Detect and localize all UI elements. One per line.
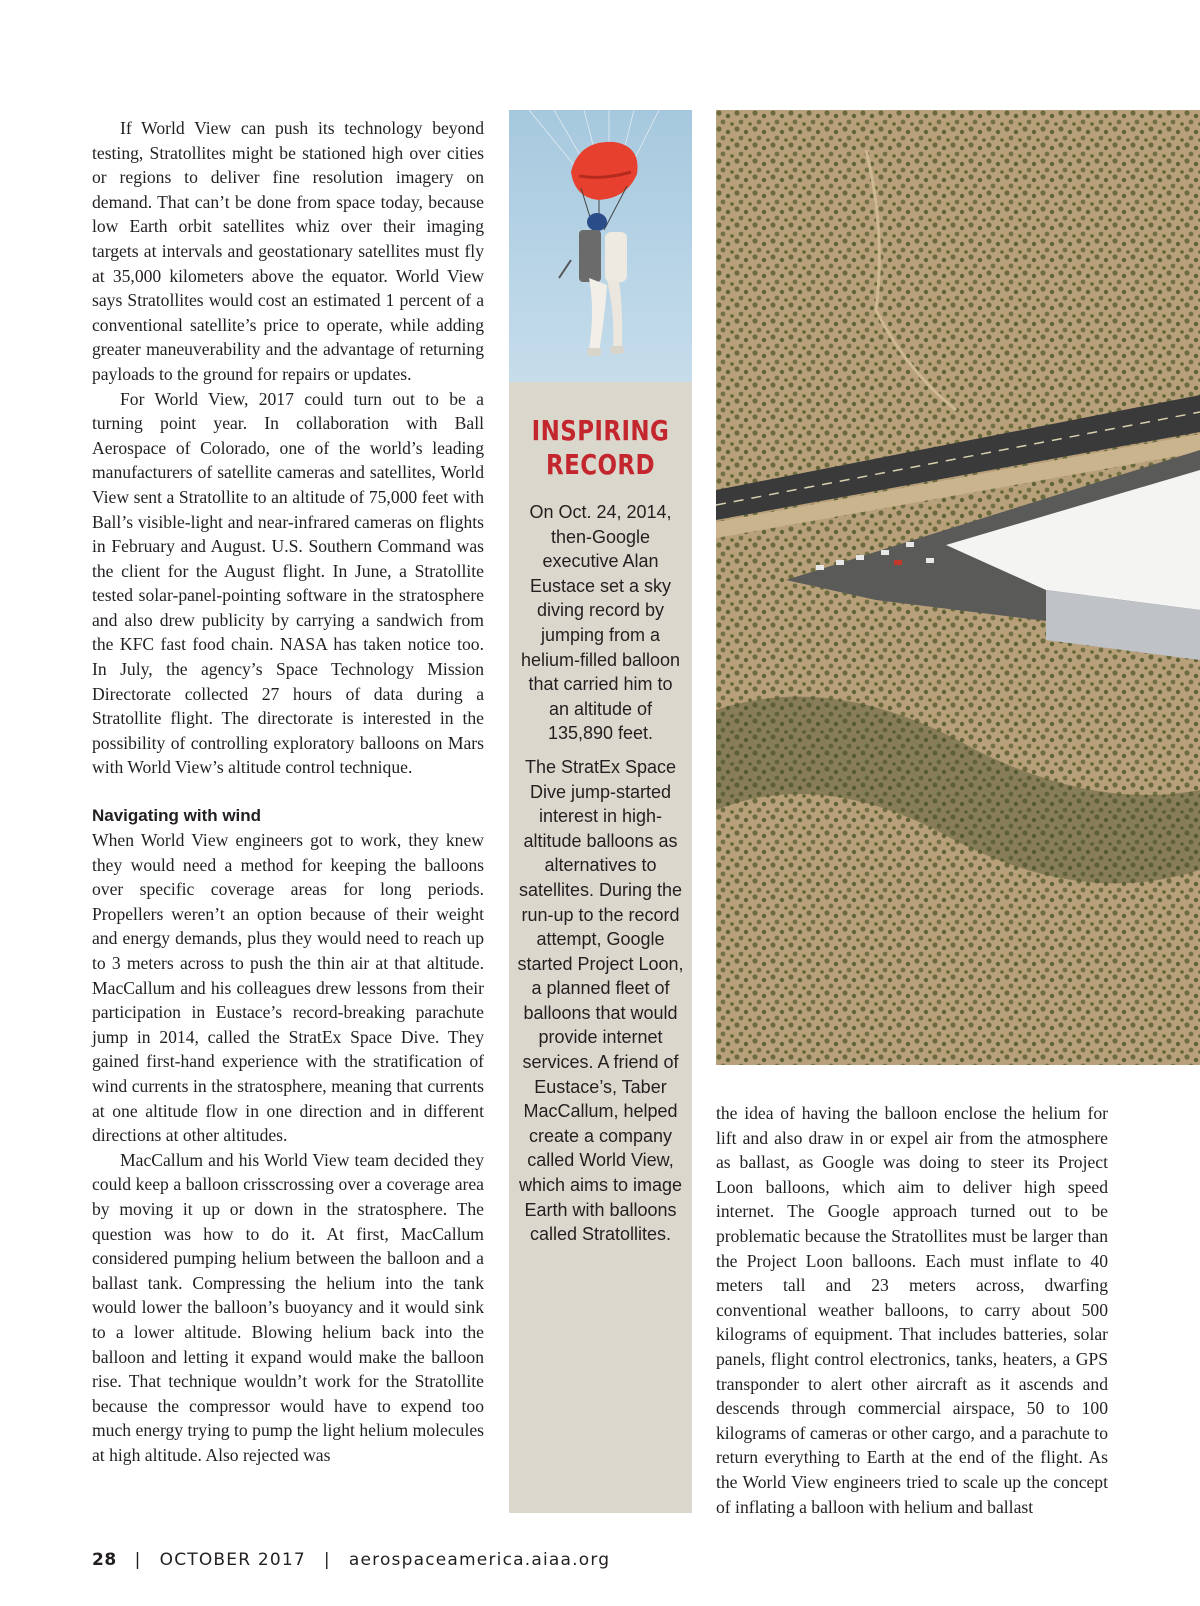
sidebar-paragraph: On Oct. 24, 2014, then-Google executive Alan Eustace set a sky diving record by jumping from a helium-filled balloon that carried him to an altitude of 135,890 feet. [520, 502, 681, 744]
sidebar-title-line: INSPIRING [531, 414, 670, 447]
footer-separator: | [323, 1550, 331, 1570]
subhead: Navigating with wind [92, 806, 262, 826]
sidebar-paragraph: The StratEx Space Dive jump-started interest in high-altitude balloons as alternatives to satellites. During the run-up to the record attempt, Google started Project Loon, a planned fleet of balloons that would provide internet services. A friend of Eustace’s, Taber MacCallum, helped create a company called World View, which aims to image Earth with balloons called Stratollites. [517, 756, 684, 1245]
article-continuation-column [716, 1101, 1108, 1519]
sidebar-body [517, 500, 684, 1247]
sidebar-inspiring-record [509, 110, 692, 1513]
article-paragraph: If World View can push its technology beyond testing, Stratollites might be stationed high over cities or regions to deliver fine resolution imagery on demand. That can’t be done from space today, because low Earth orbit satellites whiz over their imaging targets at intervals and geostationary satellites must fly at 35,000 kilometers above the equator. World View says Stratollites would cost an estimated 1 percent of a conventional satellite’s price to operate, while adding greater maneuverability and the advantage of returning payloads to the ground for repairs or updates. [92, 118, 484, 384]
website-url[interactable]: aerospaceamerica.aiaa.org [348, 1550, 611, 1570]
issue-date: OCTOBER 2017 [159, 1550, 306, 1570]
article-paragraph: the idea of having the balloon enclose the helium for lift and also draw in or expel air from the atmosphere as ballast, as Google was doing to steer its Project Loon balloons, which aim to deliver high speed internet. The Google approach turned out to be problematic because the Stratollites must be larger than the Project Loon balloons. Each must inflate to 40 meters tall and 23 meters across, dwarfing conventional weather balloons, to carry about 500 kilograms of equipment. That includes batteries, solar panels, flight control electronics, tanks, heaters, a GPS transponder to alert other aircraft as it ascends and descends through commercial airspace, 50 to 100 kilograms of cameras or other cargo, and a parachute to return everything to Earth at the end of the flight. As the World View engineers tried to scale up the concept of inflating a balloon with helium and ballast [716, 1103, 1108, 1517]
main-article-column [92, 116, 484, 1467]
aerial-photo-facility [716, 110, 1200, 1065]
footer-separator: | [134, 1550, 142, 1570]
skydiver-photo [509, 110, 692, 382]
article-paragraph: For World View, 2017 could turn out to be a turning point year. In collaboration with Ball Aerospace of Colorado, one of the world’s leading manufacturers of satellite cameras and satellites, World View sent a Stratollite to an altitude of 75,000 feet with Ball’s visible-light and near-infrared cameras on flights in February and August. U.S. Southern Command was the client for the August flight. In June, a Stratollite tested solar-panel-pointing software in the stratosphere and also drew publicity by carrying a sandwich from the KFC fast food chain. NASA has taken notice too. In July, the agency’s Space Technology Mission Directorate collected 27 hours of data during a Stratollite flight. The directorate is interested in the possibility of controlling exploratory balloons on Mars with World View’s altitude control technique. [92, 388, 484, 778]
sidebar-title-line: RECORD [546, 448, 655, 481]
page-number: 28 [92, 1550, 117, 1570]
article-paragraph: When World View engineers got to work, they knew they would need a method for keeping the balloons over specific coverage areas for long periods. Propellers weren’t an option because of their weight and energy demands, plus they would need to reach up to 3 meters across to push the thin air at that altitude. MacCallum and his colleagues drew lessons from their participation in Eustace’s record-breaking parachute jump in 2014, called the StratEx Space Dive. They gained first-hand experience with the stratification of wind currents in the stratosphere, meaning that currents at one altitude flow in one direction and in different directions at other altitudes. [92, 830, 484, 1146]
article-paragraph: MacCallum and his World View team decided they could keep a balloon crisscrossing over a coverage area by moving it up or down in the stratosphere. The question was how to do it. At first, MacCallum considered pumping helium between the balloon and a ballast tank. Compressing the helium into the tank would lower the balloon’s buoyancy and it would sink to a lower altitude. Blowing helium back into the balloon and letting it expand would make the balloon rise. That technique wouldn’t work for the Stratollite because the compressor would have to expend too much energy trying to pump the light helium molecules at high altitude. Also rejected was [92, 1149, 484, 1465]
sidebar-title [525, 414, 675, 482]
page-footer [92, 1550, 610, 1574]
